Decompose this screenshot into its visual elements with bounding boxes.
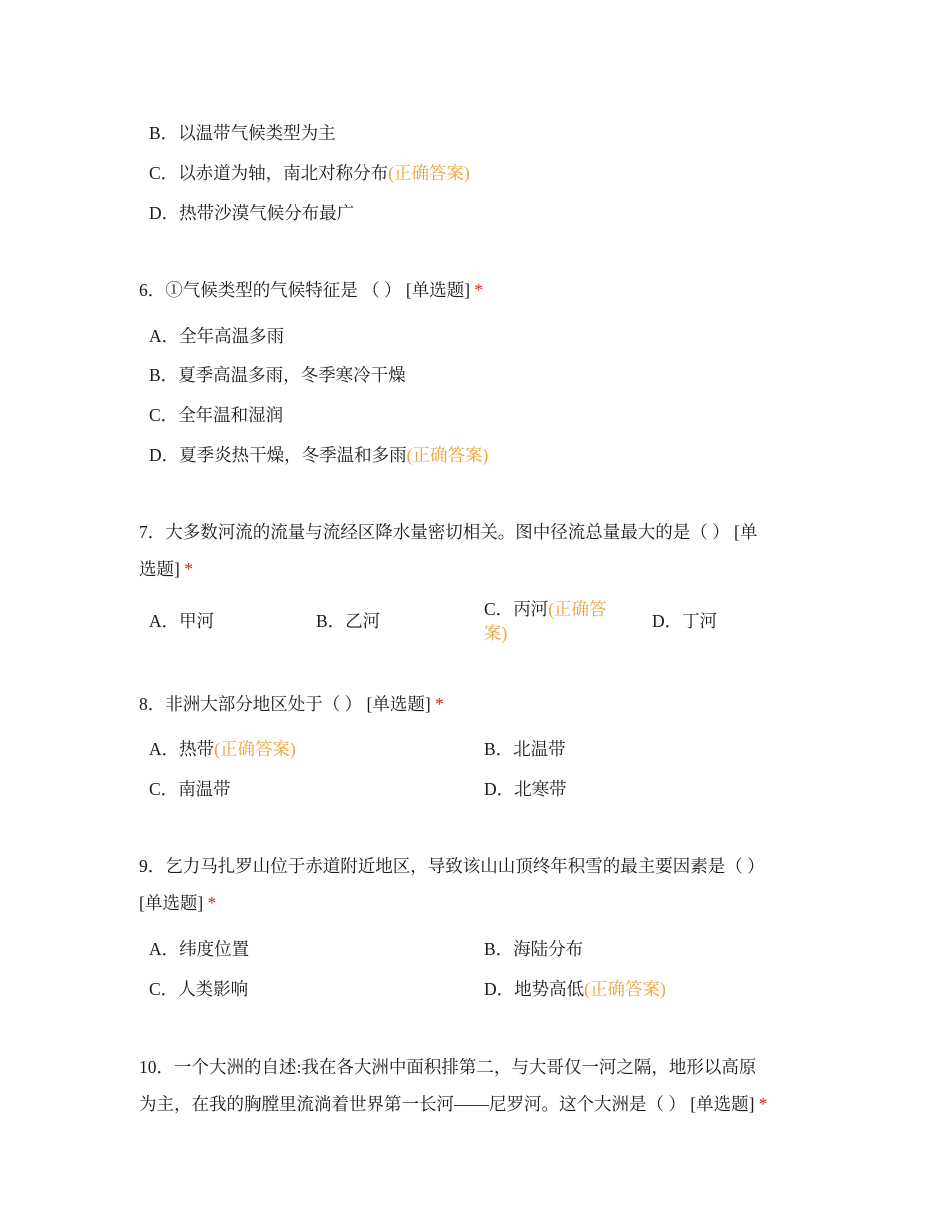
correct-answer-tag: (正确答案) bbox=[406, 445, 489, 465]
q7-question-title-line1: 7．大多数河流的流量与流经区降水量密切相关。图中径流总量最大的是（ ） [单 bbox=[139, 522, 758, 542]
required-mark: * bbox=[184, 559, 193, 579]
required-mark: * bbox=[435, 694, 444, 714]
q9-option-d[interactable]: D．地势高低(正确答案) bbox=[484, 979, 666, 999]
required-mark: * bbox=[758, 1094, 768, 1114]
q8-option-c[interactable]: C．南温带 bbox=[149, 779, 231, 799]
required-mark: * bbox=[207, 893, 217, 913]
q9-option-c[interactable]: C．人类影响 bbox=[149, 979, 249, 999]
required-mark: * bbox=[474, 280, 484, 300]
q7-option-a[interactable]: A．甲河 bbox=[149, 611, 215, 631]
q10-question-title-line1: 10．一个大洲的自述:我在各大洲中面积排第二，与大哥仅一河之隔，地形以高原 bbox=[139, 1057, 757, 1077]
q5-option-d[interactable]: D．热带沙漠气候分布最广 bbox=[149, 203, 355, 223]
q5-option-b[interactable]: B．以温带气候类型为主 bbox=[149, 123, 336, 143]
q6-option-a[interactable]: A．全年高温多雨 bbox=[149, 326, 285, 346]
q7-question-title-line2: 选题] * bbox=[139, 559, 193, 579]
q9-option-b[interactable]: B．海陆分布 bbox=[484, 939, 584, 959]
q8-option-a[interactable]: A．热带(正确答案) bbox=[149, 739, 296, 759]
q10-question-title-line2: 为主，在我的胸膛里流淌着世界第一长河——尼罗河。这个大洲是（ ） [单选题] * bbox=[139, 1094, 768, 1114]
q9-question-title-line2: [单选题] * bbox=[139, 893, 217, 913]
q8-option-b[interactable]: B．北温带 bbox=[484, 739, 566, 759]
correct-answer-tag-continued: 案) bbox=[484, 623, 508, 643]
correct-answer-tag: (正确答案) bbox=[584, 979, 666, 999]
q9-option-a[interactable]: A．纬度位置 bbox=[149, 939, 250, 959]
q7-option-b[interactable]: B．乙河 bbox=[316, 611, 381, 631]
q9-question-title-line1: 9．乞力马扎罗山位于赤道附近地区，导致该山山顶终年积雪的最主要因素是（ ） bbox=[139, 856, 765, 876]
q8-question-title: 8．非洲大部分地区处于（ ） [单选题] * bbox=[139, 694, 444, 714]
q7-option-c[interactable]: C．丙河(正确答 案) bbox=[484, 599, 607, 643]
q8-option-d[interactable]: D．北寒带 bbox=[484, 779, 567, 799]
q7-option-d[interactable]: D．丁河 bbox=[652, 611, 718, 631]
correct-answer-tag: (正确答案) bbox=[388, 163, 470, 183]
q6-option-c[interactable]: C．全年温和湿润 bbox=[149, 405, 284, 425]
q6-option-d[interactable]: D．夏季炎热干燥，冬季温和多雨(正确答案) bbox=[149, 445, 489, 465]
correct-answer-tag: (正确答案) bbox=[214, 739, 296, 759]
q6-question-title: 6．①气候类型的气候特征是 （ ） [单选题] * bbox=[139, 280, 484, 300]
q6-option-b[interactable]: B．夏季高温多雨，冬季寒冷干燥 bbox=[149, 365, 406, 385]
q5-option-c[interactable]: C．以赤道为轴，南北对称分布(正确答案) bbox=[149, 163, 470, 183]
correct-answer-tag: (正确答 bbox=[548, 599, 607, 619]
